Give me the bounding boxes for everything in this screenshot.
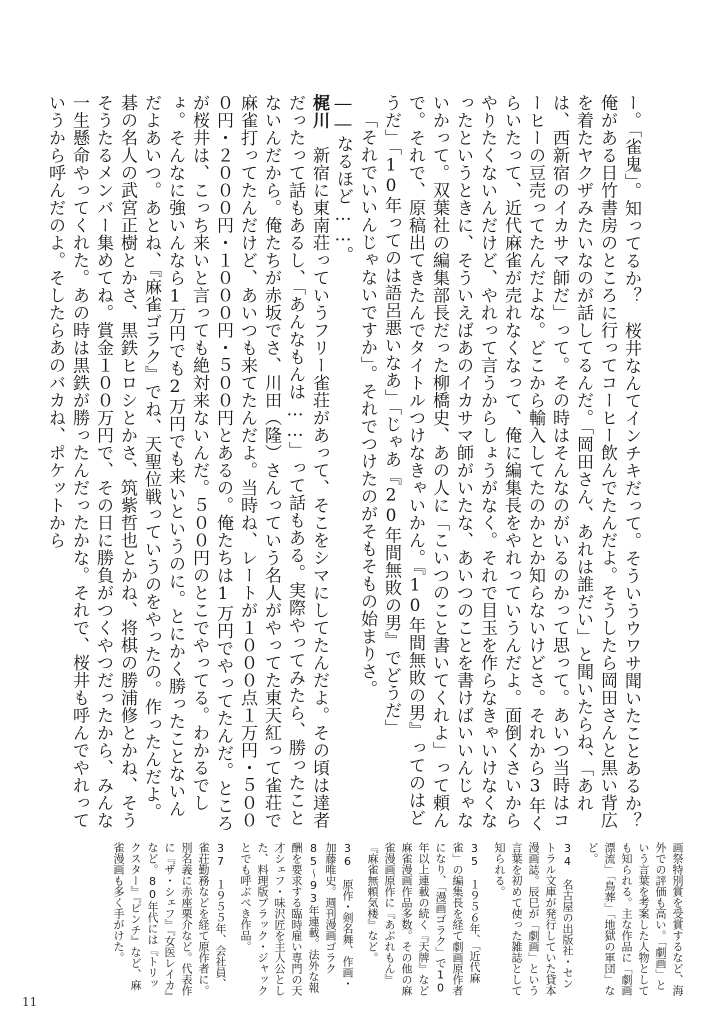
paragraph-3: ――なるほど……。 bbox=[333, 94, 353, 264]
footnotes-block bbox=[112, 842, 686, 997]
footnote-36: 36 原作・剣名舞、作画・加藤唯史。週刊漫画ゴラク85〜93年連載。法外な報酬を要求する臨時雇い専門の天才シェフ・味沢匠を主人公とした、料理版ブラック・ジャックとでも呼ぶべき作品。 bbox=[239, 842, 354, 996]
footnote-34: 34 名古屋の出版社・セントラル文庫が発行していた貸本漫画誌。辰巳が「劇画」という言葉を初めて使った雑誌として知られる。 bbox=[493, 842, 574, 996]
footnote-35: 35 １９５６年、「近代麻雀」の編集長を経て劇画原作者になり、「漫画ゴラク」で10年以上連載の続く『天牌』など麻雀漫画作品多数。その他の麻雀漫画原作に『あぶれもん』『麻雀無頼気楼』など。 bbox=[366, 842, 481, 996]
paragraph-2: 「それでいいんじゃないですか」。それでつけたのがそもそもの始まりさ。 bbox=[357, 111, 377, 698]
page-number: 11 bbox=[22, 995, 38, 1009]
footnote-33: 画祭特別賞を受賞するなど、海外での評価も高い。「劇画」という言葉を考案した人物としても知られる。主な作品に「劇画漂流」「鳥葬」「地獄の軍団」など。 bbox=[586, 842, 684, 996]
paragraph-4-text: 新宿に東南荘っていうフリー雀荘があって、そこをシマにしてたんだよ。その頃は達者だったって話もあるし、「あんなもんは……」って話もある。実際やってみたら、勝ったことないんだから。俺たちが赤坂でさ、川田（隆）さんっていう名人がやってた東天紅って雀荘で麻雀打ってたんだけど、あいつも来てたんだよ。当時ね、レートが１０００点１万円・５０００円・２０００円・１０００円・５００円とあるの。俺たちは1万円でやってたんだ。ところが桜井は、こっち来いと言っても絶対来ないんだ。５００円のとこでやってる。わかるでしょ。そんなに強いんなら1万円でも2万円でも来いというのに。とにかく勝ったことないんだよあいつ。あとね、『麻雀ゴラク』でね、天聖位戦っていうのをやったの。作ったんだよ。碁の名人の武宮正樹とかさ、黒鉄ヒロシとかさ、筑紫哲也とかね、将棋の勝浦修とかね、そうそうたるメンバー集めてね。賞金１００万円で、その日に勝負がつくやつだったから、みんな一生懸命やってくれた。あの時は黒鉄が勝ったんだったかな。それで、桜井も呼んでやれっていうから呼んだのよ。そしたらあのバカね、ポケットから bbox=[45, 94, 329, 832]
paragraph-1: ー。「雀鬼」。知ってるか？ 桜井なんてインチキだって。そういうウワサ聞いたことあるか？ 俺がある日竹書房のところに行ってコーヒー飲んでたんだよ。そうしたら岡田さんと黒い背広を着たヤクザみたいなのが話してるんだ。「岡田さん、あれは誰だい」と聞いたらね、「あれは、西新宿のイカサマ師だ」って。その時はそんなのがいるのかって思って。あいつ当時はコーヒーの豆売ってたんだよな。どこから輸入してたのかとか知らないけどさ。それから3年くらいたって、近代麻雀が売れなくなって、俺に編集長をやれっていうんだよ。面倒くさいからやりたくないんだけど、やれって言うからしょうがなく。それで目玉を作らなきゃいけなくなったというときに、そういえばあのイカサマ師がいたな、あいつのことを書けばいいんじゃないかって。双葉社の編集部長だった柳橋史、あの人に「こいつのこと書いてくれよ」って頼んで。それで、原稿出てきたんでタイトルつけなきゃいかん。『10年間無敗の男』ってのはどうだ」「10年ってのは語呂悪いなあ」「じゃあ『20年間無敗の男』でどうだ」 bbox=[381, 94, 641, 847]
paragraph-4 bbox=[43, 94, 331, 834]
main-text-block bbox=[45, 94, 643, 847]
speaker-name: 梶川 bbox=[309, 94, 329, 129]
footnote-37: 37 １９５５年、会社員、雀荘勤務などを経て原作者に。別名義に赤座栗介など。代表作に『ザ・シェフ』『女医レイカ』など。80年代には『トリックスター』『ピンチ』など、麻雀漫画も多く手がけた。 bbox=[112, 842, 227, 996]
